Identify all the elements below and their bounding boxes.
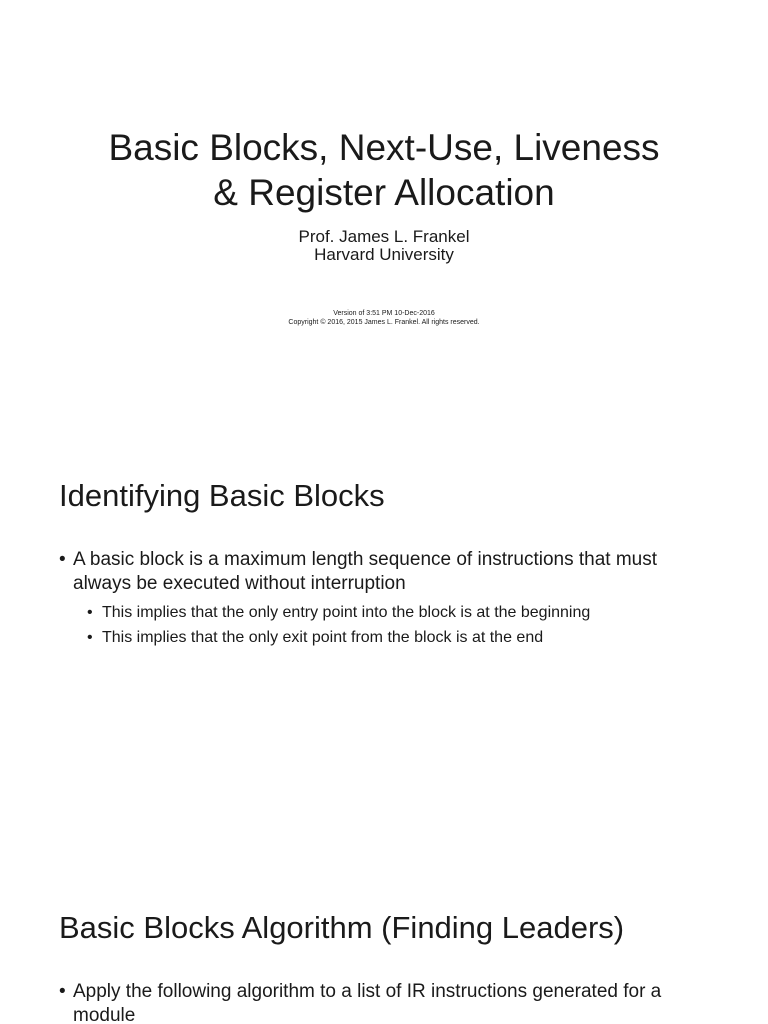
author-name: Prof. James L. Frankel <box>298 227 470 246</box>
title-slide <box>0 0 768 430</box>
sub-bullet-text: This implies that the only exit point from the block is at the end <box>102 629 544 646</box>
bullet-text: A basic block is a maximum length sequence of instructions that must always be executed without interruption <box>73 549 657 594</box>
sub-bullet-item <box>73 600 719 625</box>
content-slide <box>0 430 768 862</box>
presentation-title <box>0 125 768 215</box>
sub-bullet-text: This implies that the only entry point into the block is at the beginning <box>102 604 591 621</box>
version-text: Version of 3:51 PM 10-Dec-2016 <box>333 310 435 317</box>
bullet-dot-icon: • <box>87 604 93 621</box>
sub-bullet-list <box>73 600 719 650</box>
title-line: Basic Blocks, Next-Use, Liveness <box>108 127 660 168</box>
bullet-dot-icon: • <box>87 629 93 646</box>
copyright-text: Copyright © 2016, 2015 James L. Frankel. All rights reserved. <box>288 319 480 326</box>
bullet-list <box>59 980 719 1024</box>
bullet-item <box>59 548 719 650</box>
content-slide <box>0 862 768 1024</box>
author-affiliation: Harvard University <box>314 245 454 264</box>
bullet-list <box>59 548 719 650</box>
bullet-dot-icon: • <box>59 981 66 1002</box>
slide-heading: Identifying Basic Blocks <box>59 478 385 513</box>
version-copyright <box>0 309 768 327</box>
bullet-dot-icon: • <box>59 549 66 570</box>
sub-bullet-item <box>73 625 719 650</box>
title-line: & Register Allocation <box>213 172 555 213</box>
bullet-item <box>59 980 719 1024</box>
author-block <box>0 228 768 264</box>
slide-heading: Basic Blocks Algorithm (Finding Leaders) <box>59 910 625 945</box>
bullet-text: Apply the following algorithm to a list of IR instructions generated for a module <box>73 981 662 1024</box>
